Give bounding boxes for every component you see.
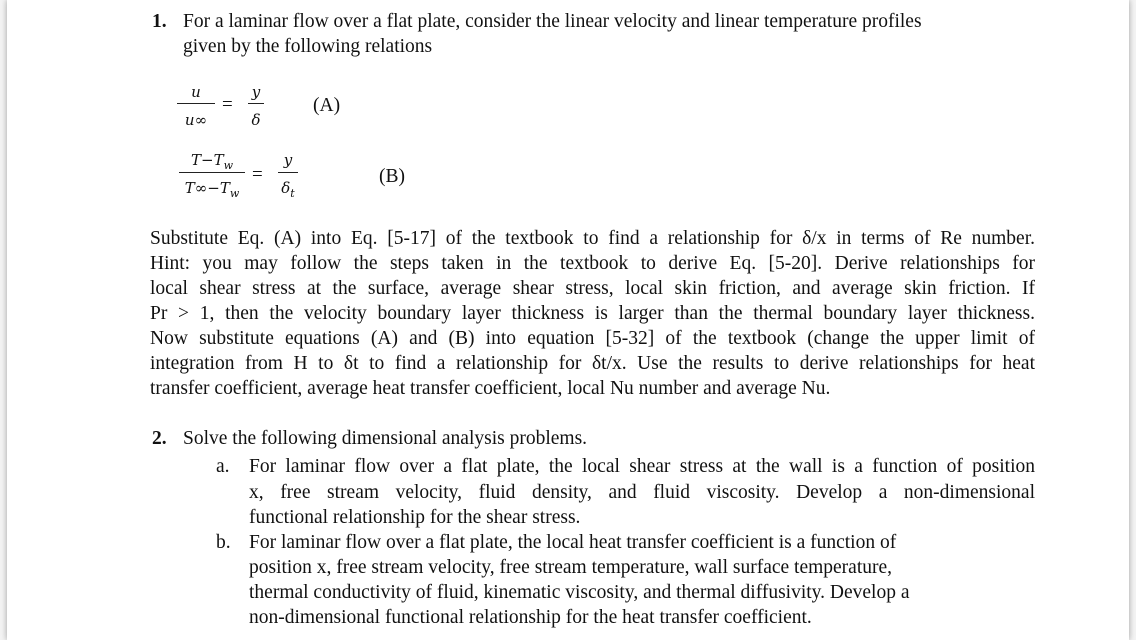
item-a-line-3: functional relationship for the shear stress.: [249, 507, 581, 528]
item-b-line-1: For laminar flow over a flat plate, the local heat transfer coefficient is a function of: [249, 532, 897, 553]
item-b-line-4: non-dimensional functional relationship for the heat transfer coefficient.: [249, 607, 812, 628]
eq-a-numerator-left: u: [191, 83, 201, 101]
paragraph-line-2: Hint: you may follow the steps taken in the textbook to derive Eq. [5-20]. Derive relationships for: [150, 253, 1035, 274]
eq-b-fraction-bar-right: [278, 172, 298, 173]
item-b-line-3: thermal conductivity of fluid, kinematic viscosity, and thermal diffusivity. Develop a: [249, 582, 910, 603]
q1-intro-line2: given by the following relations: [183, 36, 433, 57]
q1-intro-line1: For a laminar flow over a flat plate, consider the linear velocity and linear temperature profiles: [183, 11, 922, 32]
item-a-line-1: For laminar flow over a flat plate, the local shear stress at the wall is a function of position: [249, 456, 1035, 477]
eq-b-label: (B): [379, 166, 405, 187]
eq-b-numerator-left: $T-T_w$: [191, 151, 233, 172]
item-a-line-2: x, free stream velocity, fluid density, and fluid viscosity. Develop a non-dimensional: [249, 482, 1035, 503]
paragraph-line-4: Pr > 1, then the velocity boundary layer thickness is larger than the thermal boundary layer thickness.: [150, 303, 1035, 324]
q2-intro: Solve the following dimensional analysis problems.: [183, 428, 588, 449]
paragraph-line-1: Substitute Eq. (A) into Eq. [5-17] of the textbook to find a relationship for δ/x in terms of Re number.: [150, 228, 1035, 249]
paragraph-line-6: integration from H to δt to find a relationship for δt/x. Use the results to derive relationships for heat: [150, 353, 1035, 374]
eq-a-fraction-bar-left: [177, 103, 215, 104]
eq-a-equals: =: [222, 94, 233, 115]
eq-a-label: (A): [313, 95, 341, 116]
eq-a-denominator-right: δ: [251, 111, 261, 129]
item-a-marker: a.: [216, 456, 230, 477]
eq-a-fraction-bar-right: [248, 103, 264, 104]
item-b-line-2: position x, free stream velocity, free stream temperature, wall surface temperature,: [249, 557, 893, 578]
eq-a-denominator-left: u∞: [184, 111, 208, 129]
paragraph-line-7: transfer coefficient, average heat transfer coefficient, local Nu number and average Nu.: [150, 378, 831, 399]
eq-b-denominator-right: $\delta_t$: [281, 179, 295, 200]
paragraph-line-3: local shear stress at the surface, average shear stress, local skin friction, and average skin friction. If: [150, 278, 1035, 299]
eq-b-denominator-left: $T\infty-T_w$: [184, 179, 240, 200]
item-b-marker: b.: [216, 532, 231, 553]
document-page: [7, 0, 1129, 640]
eq-b-fraction-bar-left: [179, 172, 245, 173]
eq-a-numerator-right: y: [251, 83, 261, 101]
q2-number: 2.: [152, 428, 167, 449]
eq-b-numerator-right: y: [283, 151, 293, 169]
eq-b-equals: =: [252, 164, 263, 185]
q1-number: 1.: [152, 11, 167, 32]
paragraph-line-5: Now substitute equations (A) and (B) into equation [5-32] of the textbook (change the upper limit of: [150, 328, 1035, 349]
